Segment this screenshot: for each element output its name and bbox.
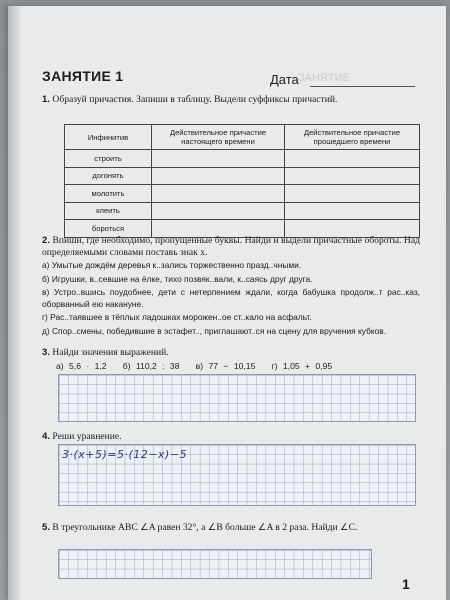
task-2-items [42,260,420,340]
infinitive-cell: бороться [65,220,152,238]
sentence-item: б) Игрушки, в..севшие на ёлке, тихо позвяк..вали, к..саясь друг друга. [42,273,313,284]
binding-gutter [8,6,22,600]
answer-cell[interactable] [285,185,420,203]
task-1-instruction: Образуй причастия. Запиши в таблицу. Выдели суффиксы причастий. [52,94,338,105]
table-row [65,150,420,168]
expression-d: г) 1,05 + 0,95 [271,361,333,371]
column-header: Действительное причастие прошедшего времени [285,125,420,150]
answer-cell[interactable] [285,167,420,185]
task-5-text [42,522,420,534]
sentence-item: г) Рас..таявшее в тёплых ладошках морожен..ое ст..кало на асфальт. [42,312,312,323]
page-header [42,68,417,90]
task-5-number: 5. [42,522,51,533]
task-4-instruction: Реши уравнение. [52,431,122,442]
column-header: Действительное причастие настоящего времени [152,125,285,150]
table-header-row [65,125,420,150]
answer-grid-task-5[interactable] [58,549,372,579]
answer-cell[interactable] [152,167,285,185]
page-number: 1 [402,576,410,592]
table-row [65,185,420,203]
answer-cell[interactable] [285,202,420,220]
task-3-text [42,347,420,359]
answer-cell[interactable] [152,150,285,168]
page-content [30,6,425,600]
table-row [65,202,420,220]
infinitive-cell: догонять [65,167,152,185]
workbook-page [8,6,446,600]
answer-cell[interactable] [285,150,420,168]
answer-cell[interactable] [152,202,285,220]
sentence-item: д) Спор..смены, победившие в эстафет.., приглашают..ся на сцену для вручения кубков. [42,325,387,336]
infinitive-cell: строить [65,150,152,168]
task-5-instruction: В треугольнике ABC ∠A равен 32°, а ∠B больше ∠A в 2 раза. Найди ∠C. [52,522,358,533]
table-row [65,167,420,185]
handwritten-equation: 3·(x+5)=5·(12−x)−5 [62,448,188,461]
task-4-text [42,431,420,443]
expression-a: а) 5,6 · 1,2 [56,361,107,371]
task-2-number: 2. [42,235,51,246]
task-3-number: 3. [42,347,51,358]
task-1-text [42,94,420,106]
infinitive-cell: молотить [65,185,152,203]
answer-cell[interactable] [152,185,285,203]
task-3-instruction: Найди значения выражений. [52,347,169,358]
expression-b: б) 110,2 : 38 [122,361,180,371]
task-2-text [42,235,420,260]
task-2-instruction: Впиши, где необходимо, пропущенные буквы. Найди и выдели причастные обороты. Над определяемыми словами поставь знак х. [42,235,420,259]
task-1-number: 1. [42,94,51,105]
bleed-through-text: ЗАНЯТИЕ [298,72,350,84]
sentence-item: в) Устро..вшись поудобнее, дети с нетерпением ждали, когда бабушка продолж..т рас..каз, оборванный ею накануне. [42,287,420,309]
expression-list [56,361,416,371]
infinitive-cell: клеить [65,202,152,220]
participle-table [64,124,420,238]
answer-grid-task-3[interactable] [58,374,416,422]
column-header: Инфинитив [65,125,152,150]
lesson-title: ЗАНЯТИЕ 1 [42,68,124,84]
expression-c: в) 77 − 10,15 [195,361,256,371]
date-label: Дата [270,72,299,87]
date-line [310,86,415,87]
sentence-item: а) Умытые дождём деревья к..зались торжественно празд..чными. [42,260,302,270]
task-4-number: 4. [42,431,51,442]
